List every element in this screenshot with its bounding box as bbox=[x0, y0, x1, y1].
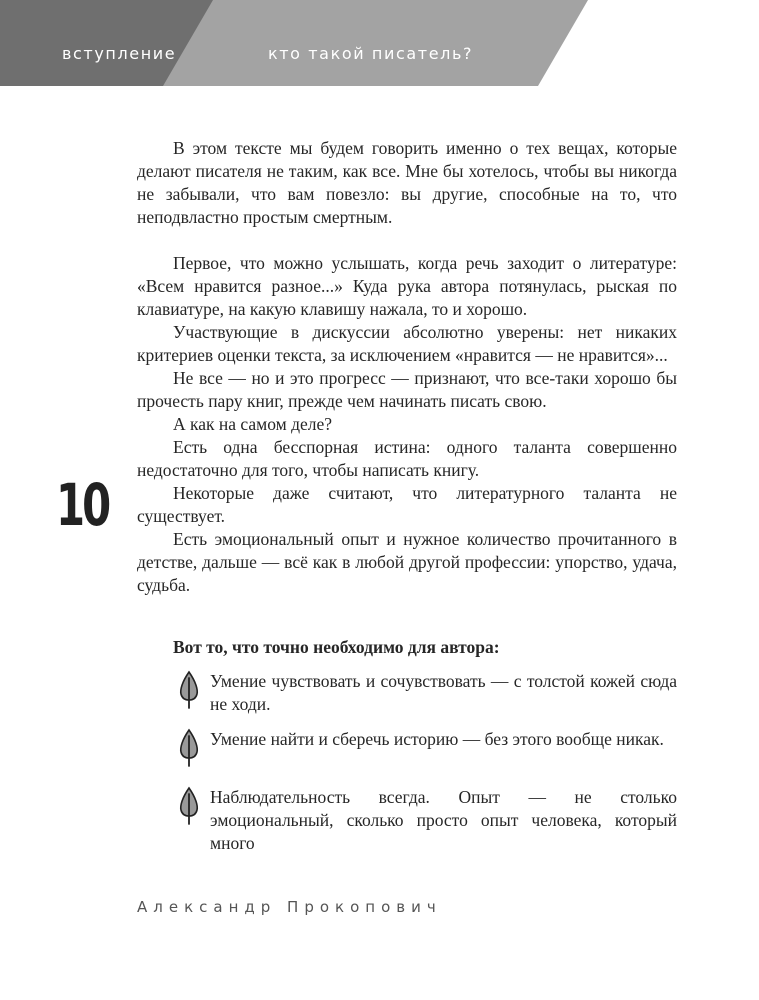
paragraph: Есть одна бесспорная истина: одного таланта совершенно недостаточно для того, чтобы написать книгу. bbox=[137, 437, 677, 480]
leaf-icon bbox=[178, 670, 200, 710]
paragraph: Некоторые даже считают, что литературного таланта не существует. bbox=[137, 483, 677, 526]
requirement-item bbox=[178, 670, 677, 716]
requirements-heading: Вот то, что точно необходимо для автора: bbox=[173, 637, 500, 657]
paragraph: Есть эмоциональный опыт и нужное количество прочитанного в детстве, дальше — всё как в любой другой профессии: упорство, удача, судьба. bbox=[137, 529, 677, 595]
paragraph: Участвующие в дискуссии абсолютно уверены: нет никаких критериев оценки текста, за исключением «нравится — не нравится»... bbox=[137, 322, 677, 365]
paragraph: В этом тексте мы будем говорить именно о тех вещах, которые делают писателя не таким, как все. Мне бы хотелось, чтобы вы никогда не забывали, что вам повезло: вы другие, способные на то, что неподвластно простым смертным. bbox=[137, 138, 677, 227]
page-number: 10 bbox=[56, 471, 109, 539]
body-text bbox=[137, 137, 677, 597]
requirement-text: Умение чувствовать и сочувствовать — с толстой кожей сюда не ходи. bbox=[210, 671, 677, 714]
paragraph: Не все — но и это прогресс — признают, что все-таки хорошо бы прочесть пару книг, прежде чем начинать писать свою. bbox=[137, 368, 677, 411]
section-label: вступление bbox=[62, 44, 177, 63]
author-name: Александр Прокопович bbox=[137, 898, 442, 916]
requirement-text: Умение найти и сберечь историю — без этого вообще никак. bbox=[210, 729, 664, 749]
leaf-icon bbox=[178, 728, 200, 768]
leaf-icon bbox=[178, 786, 200, 826]
header-band bbox=[0, 0, 759, 86]
requirement-item bbox=[178, 786, 677, 855]
paragraph-gap bbox=[137, 229, 677, 252]
paragraph: Первое, что можно услышать, когда речь заходит о литературе: «Всем нравится разное...» Куда рука автора потянулась, рыская по клавиатуре, на какую клавишу нажала, то и хорошо. bbox=[137, 253, 677, 319]
running-header bbox=[0, 0, 759, 86]
chapter-title: кто такой писатель? bbox=[268, 44, 474, 63]
requirement-text: Наблюдательность всегда. Опыт — не столько эмоциональный, сколько просто опыт человека, который много bbox=[210, 787, 677, 853]
requirement-item bbox=[178, 728, 677, 751]
paragraph: А как на самом деле? bbox=[173, 414, 333, 434]
